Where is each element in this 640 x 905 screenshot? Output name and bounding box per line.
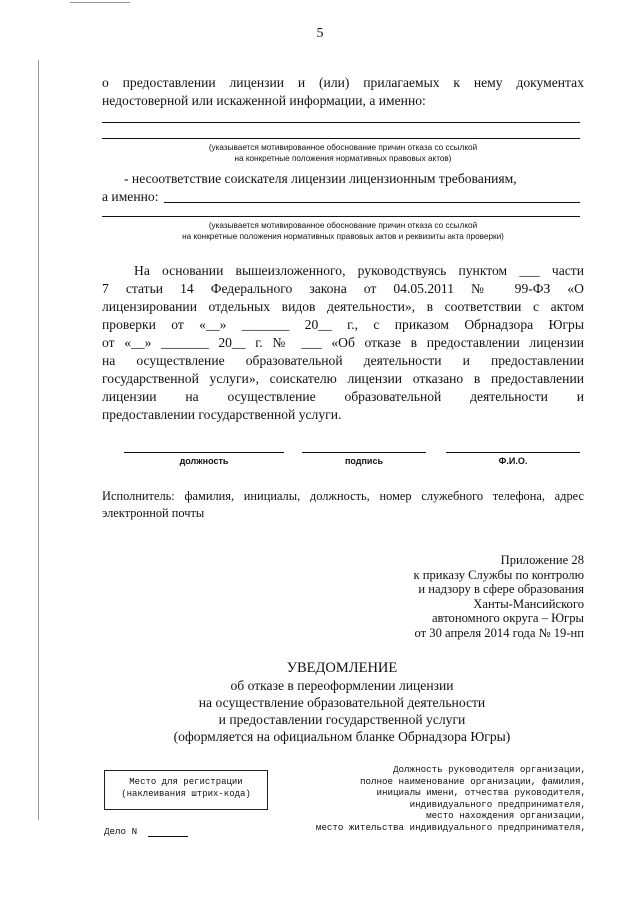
top-paragraph-line-2: недостоверной или искаженной информации, а именно: bbox=[102, 93, 426, 108]
notice-heading: УВЕДОМЛЕНИЕ bbox=[286, 660, 398, 676]
attachment-line-3: и надзору в сфере образования bbox=[418, 582, 584, 596]
notice-line-2: на осуществление образовательной деятельности bbox=[198, 695, 486, 710]
attachment-line-5: автономного округа – Югры bbox=[431, 611, 584, 625]
attachment-line-6: от 30 апреля 2014 года № 19-нп bbox=[414, 625, 584, 640]
registration-box-line-1: Место для регистрации bbox=[129, 777, 243, 787]
main-paragraph-line-9: предоставлении государственной услуги. bbox=[102, 407, 342, 422]
main-paragraph-line-4: проверки от «__» _______ 20__ г., с приказом Обрнадзора Югры bbox=[102, 317, 584, 332]
scan-edge-line-top bbox=[70, 2, 130, 3]
scan-edge-line-left bbox=[38, 60, 39, 820]
signature-label: подпись bbox=[344, 456, 384, 466]
note-2-line-1: (указывается мотивированное обоснование причин отказа со ссылкой bbox=[208, 221, 478, 230]
attachment-line-1: Приложение 28 bbox=[500, 553, 584, 567]
fill-line-3 bbox=[164, 202, 580, 203]
main-paragraph-line-7: государственной услуги», соискателю лицензии отказано в предоставлении bbox=[102, 371, 584, 386]
notice-line-4: (оформляется на официальном бланке Обрнадзора Югры) bbox=[173, 729, 511, 744]
attachment-line-4: Ханты-Мансийского bbox=[473, 596, 584, 611]
main-paragraph-line-6: на осуществление образовательной деятельности и предоставлении bbox=[102, 353, 584, 368]
page-number: 5 bbox=[316, 26, 324, 41]
addressee-line-6: место жительства индивидуального предпринимателя, bbox=[315, 821, 586, 833]
noncompliance-line-2: а именно: bbox=[102, 189, 159, 204]
position-label: должность bbox=[179, 456, 229, 466]
fill-line-4 bbox=[102, 216, 580, 217]
main-paragraph-line-2: 7 статьи 14 Федерального закона от 04.05.2011 № 99-ФЗ «О bbox=[102, 281, 584, 296]
fill-line-1 bbox=[102, 122, 580, 123]
executor-line-2: электронной почты bbox=[102, 506, 205, 520]
note-1-line-2: на конкретные положения нормативных правовых актов) bbox=[234, 154, 452, 163]
name-line bbox=[446, 452, 580, 453]
registration-box-line-2: (наклеивания штрих-кода) bbox=[121, 789, 251, 799]
main-paragraph-line-1: На основании вышеизложенного, руководствуясь пунктом ___ части bbox=[134, 263, 584, 278]
note-2-line-2: на конкретные положения нормативных правовых актов и реквизиты акта проверки) bbox=[182, 232, 504, 241]
position-line bbox=[124, 452, 284, 453]
main-paragraph-line-5: от «__» _______ 20__ г. № ___ «Об отказе в предоставлении лицензии bbox=[102, 335, 584, 350]
case-label: Дело N bbox=[104, 826, 138, 837]
notice-line-3: и предоставлении государственной услуги bbox=[218, 712, 466, 727]
addressee-line-2: полное наименование организации, фамилия, bbox=[359, 775, 586, 787]
name-label: Ф.И.О. bbox=[498, 456, 528, 466]
signature-line bbox=[302, 452, 426, 453]
fill-line-2 bbox=[102, 138, 580, 139]
addressee-line-3: инициалы имени, отчества руководителя, bbox=[376, 787, 586, 798]
top-paragraph-line-1: о предоставлении лицензии и (или) прилагаемых к нему документах bbox=[102, 75, 584, 90]
executor-line-1: Исполнитель: фамилия, инициалы, должность, номер служебного телефона, адрес bbox=[102, 489, 584, 503]
main-paragraph-line-8: лицензии на осуществление образовательной деятельности и bbox=[102, 389, 584, 404]
addressee-line-5: место нахождения организации, bbox=[426, 810, 586, 821]
addressee-line-1: Должность руководителя организации, bbox=[393, 764, 586, 775]
case-number-line bbox=[148, 836, 188, 837]
addressee-line-4: индивидуального предпринимателя, bbox=[409, 798, 586, 810]
attachment-line-2: к приказу Службы по контролю bbox=[413, 567, 584, 582]
noncompliance-line-1: - несоответствие соискателя лицензии лицензионным требованиям, bbox=[124, 171, 517, 186]
note-1-line-1: (указывается мотивированное обоснование причин отказа со ссылкой bbox=[208, 143, 478, 152]
notice-line-1: об отказе в переоформлении лицензии bbox=[230, 678, 454, 693]
main-paragraph-line-3: лицензировании отдельных видов деятельности», в соответствии с актом bbox=[102, 299, 584, 314]
registration-box bbox=[104, 770, 268, 810]
